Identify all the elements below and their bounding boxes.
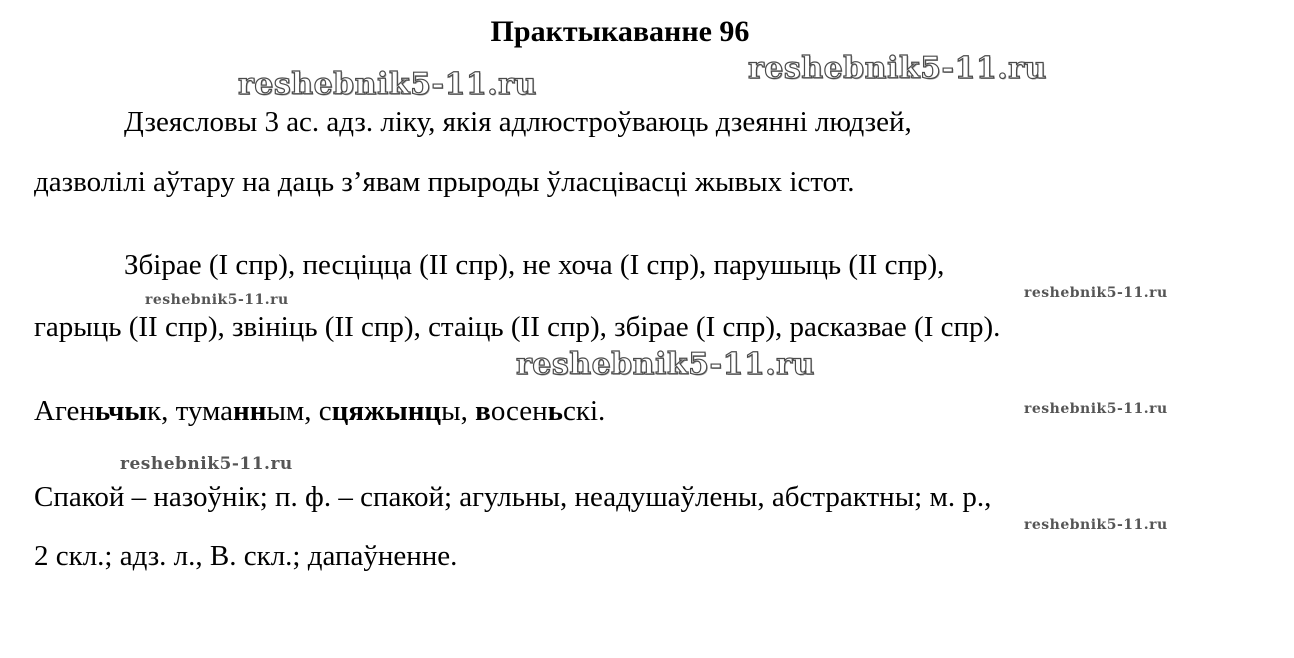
watermark: reshebnik5-11.ru [1024, 517, 1168, 533]
text-fragment: скі. [563, 395, 606, 427]
paragraph-1-line-2: дазволілі аўтару на даць з’явам прыроды ўласцівасці жывых істот. [34, 166, 855, 198]
bold-fragment: цяжынц [331, 395, 442, 427]
text-fragment: Аген [34, 395, 95, 427]
paragraph-4-line-1: Спакой – назоўнік; п. ф. – спакой; агульны, неадушаўлены, абстрактны; м. р., [34, 481, 992, 513]
watermark: reshebnik5-11.ru [238, 67, 537, 102]
bold-fragment: в [475, 395, 491, 427]
watermark: reshebnik5-11.ru [120, 454, 293, 474]
text-fragment: ы, [441, 395, 476, 427]
paragraph-2-line-1: Збірае (I спр), песціцца (II спр), не хоча (I спр), парушыць (II спр), [124, 249, 945, 281]
text-fragment: ым, с [266, 395, 332, 427]
watermark: reshebnik5-11.ru [1024, 401, 1168, 417]
watermark: reshebnik5-11.ru [1024, 285, 1168, 301]
text-fragment: к, тума [146, 395, 234, 427]
exercise-title: Практыкаванне 96 [490, 15, 750, 48]
paragraph-4-line-2: 2 скл.; адз. л., В. скл.; дапаўненне. [34, 540, 458, 572]
bold-fragment: ь [547, 395, 563, 427]
bold-fragment: нн [233, 395, 267, 427]
paragraph-3-line [34, 393, 605, 429]
watermark: reshebnik5-11.ru [145, 292, 289, 308]
bold-fragment: ьчы [94, 395, 147, 427]
watermark: reshebnik5-11.ru [748, 51, 1047, 86]
paragraph-1-line-1: Дзеясловы 3 ас. адз. ліку, якія адлюстроўваюць дзеянні людзей, [124, 106, 912, 138]
text-fragment: осен [490, 395, 548, 427]
watermark: reshebnik5-11.ru [516, 347, 815, 382]
paragraph-2-line-2: гарыць (II спр), звініць (II спр), стаіць (II спр), збірае (I спр), расказвае (I спр). [34, 311, 1001, 343]
